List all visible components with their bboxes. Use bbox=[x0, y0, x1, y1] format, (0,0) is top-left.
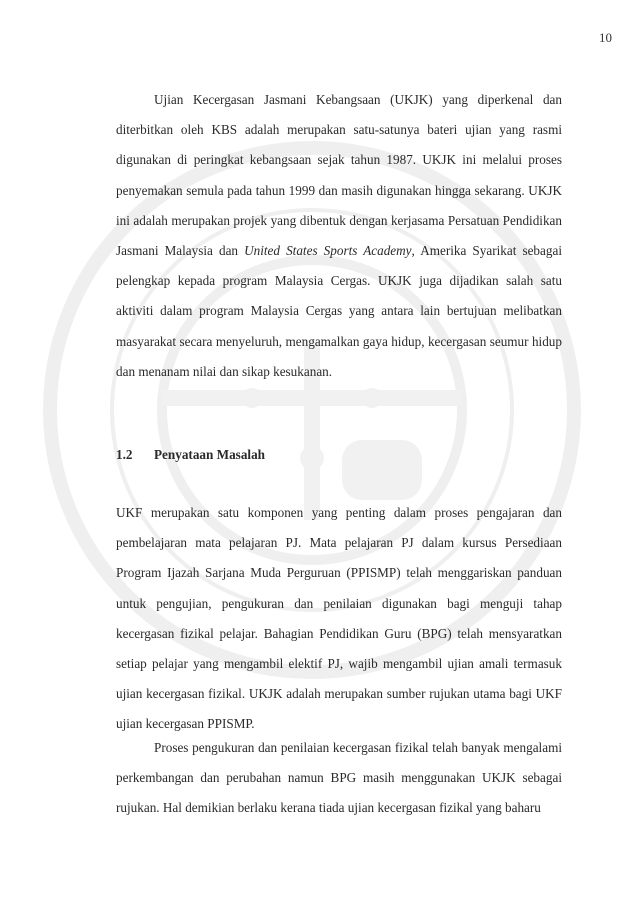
section-heading bbox=[116, 447, 265, 463]
page-number: 10 bbox=[599, 30, 612, 45]
section-title: Penyataan Masalah bbox=[154, 447, 265, 462]
paragraph-problem-statement: UKF merupakan satu komponen yang penting dalam proses pengajaran dan pembelajaran mata pelajaran PJ. Mata pelajaran PJ dalam kursus Persediaan Program Ijazah Sarjana Muda Perguruan (PPISMP) telah menggariskan panduan untuk pengujian, pengukuran dan penilaian digunakan bagi menguji tahap kecergasan fizikal pelajar. Bahagian Pendidikan Guru (BPG) telah mensyaratkan setiap pelajar yang mengambil elektif PJ, wajib mengambil ujian amali termasuk ujian kecergasan fizikal. UKJK adalah merupakan sumber rujukan utama bagi UKF ujian kecergasan PPISMP. bbox=[116, 505, 562, 732]
italic-organization-name: United States Sports Academy bbox=[244, 243, 412, 259]
paragraph-text: , Amerika Syarikat sebagai pelengkap kepada program Malaysia Cergas. UKJK juga dijadikan salah satu aktiviti dalam program Malaysia Cergas yang antara lain bertujuan melibatkan masyarakat secara menyeluruh, mengamalkan gaya hidup, kecergasan seumur hidup dan menanam nilai dan sikap kesukanan. bbox=[116, 243, 562, 379]
paragraph-ukjk-intro bbox=[116, 85, 562, 387]
paragraph-assessment-process: Proses pengukuran dan penilaian kecergasan fizikal telah banyak mengalami perkembangan dan perubahan namun BPG masih menggunakan UKJK sebagai rujukan. Hal demikian berlaku kerana tiada ujian kecergasan fizikal yang baharu bbox=[116, 740, 562, 816]
paragraph-text: Ujian Kecergasan Jasmani Kebangsaan (UKJK) yang diperkenal dan diterbitkan oleh KBS adalah merupakan satu-satunya bateri ujian yang rasmi digunakan di peringkat kebangsaan sejak tahun 1987. UKJK ini melalui proses penyemakan semula pada tahun 1999 dan masih digunakan hingga sekarang. UKJK ini adalah merupakan projek yang dibentuk dengan kerjasama Persatuan Pendidikan Jasmani Malaysia dan bbox=[116, 92, 562, 259]
section-number: 1.2 bbox=[116, 447, 133, 462]
